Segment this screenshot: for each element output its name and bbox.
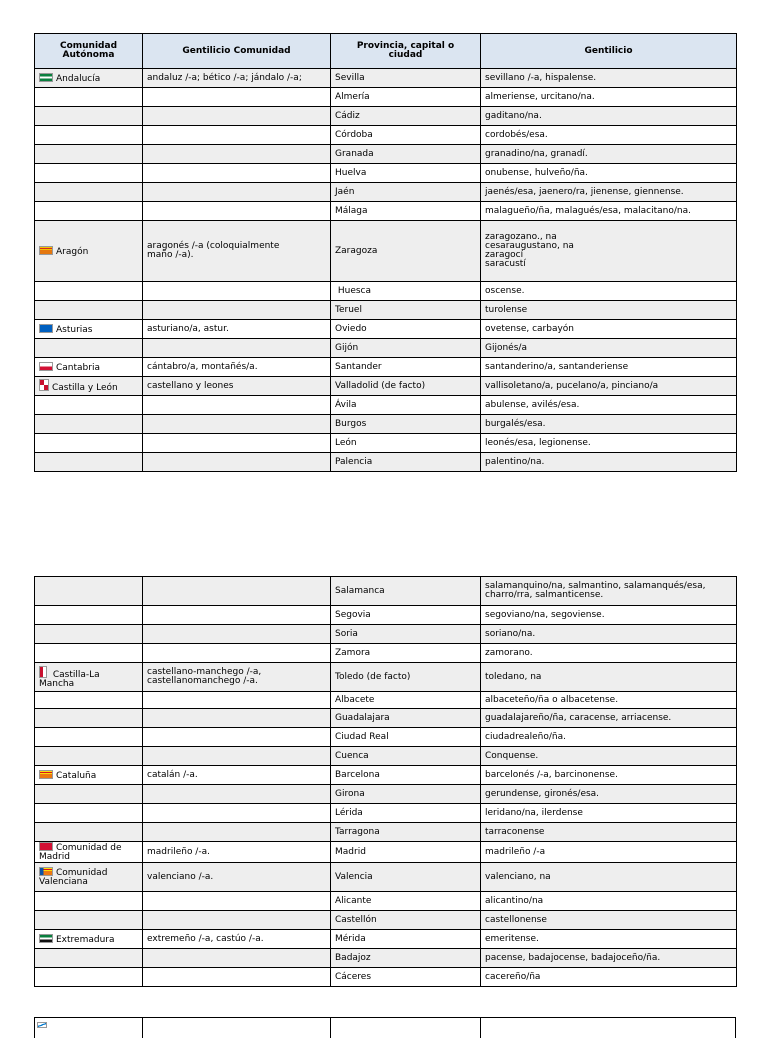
gentilicio-comunidad-cell bbox=[143, 202, 331, 221]
provincia-cell: Málaga bbox=[331, 202, 481, 221]
gentilicio-cell: gaditano/na. bbox=[481, 107, 737, 126]
comunidad-cell bbox=[35, 453, 143, 472]
gentilicio-cell: jaenés/esa, jaenero/ra, jienense, giennense. bbox=[481, 183, 737, 202]
gentilicio-cell: toledano, na bbox=[481, 663, 737, 692]
gentilicio-cell: onubense, hulveño/ña. bbox=[481, 164, 737, 183]
comunidad-cell: Andalucía bbox=[35, 69, 143, 88]
provincia-cell: Valladolid (de facto) bbox=[331, 377, 481, 396]
table-row bbox=[35, 577, 737, 606]
table-row bbox=[35, 107, 737, 126]
comunidad-cell: Castilla y León bbox=[35, 377, 143, 396]
comunidad-cell bbox=[35, 823, 143, 842]
table-row bbox=[35, 692, 737, 709]
gentilicio-comunidad-cell bbox=[143, 785, 331, 804]
comunidad-cell bbox=[35, 709, 143, 728]
provincia-cell: Lérida bbox=[331, 804, 481, 823]
provincia-cell: Mérida bbox=[331, 930, 481, 949]
gentilicio-comunidad-cell bbox=[143, 126, 331, 145]
comunidad-cell bbox=[35, 949, 143, 968]
table-row bbox=[35, 358, 737, 377]
table-row bbox=[35, 164, 737, 183]
gentilicio-cell: leonés/esa, legionense. bbox=[481, 434, 737, 453]
gentilicio-cell: ciudadrealeño/ña. bbox=[481, 728, 737, 747]
gentilicio-comunidad-cell bbox=[143, 911, 331, 930]
comunidad-cell: Comunidad Valenciana bbox=[35, 863, 143, 892]
header-gentilicio: Gentilicio bbox=[481, 34, 737, 69]
provincia-cell: Ávila bbox=[331, 396, 481, 415]
comunidad-cell bbox=[35, 577, 143, 606]
madrid-flag-icon bbox=[39, 842, 53, 851]
gentilicio-cell: oscense. bbox=[481, 282, 737, 301]
table-row bbox=[35, 804, 737, 823]
comunidad-cell bbox=[35, 301, 143, 320]
gentilicio-cell: palentino/na. bbox=[481, 453, 737, 472]
gentilicio-comunidad-cell bbox=[143, 415, 331, 434]
provincia-cell: Jaén bbox=[331, 183, 481, 202]
provincia-cell: Palencia bbox=[331, 453, 481, 472]
gentilicio-cell: malagueño/ña, malagués/esa, malacitano/na. bbox=[481, 202, 737, 221]
next-table-row-peek bbox=[34, 1017, 736, 1038]
gentilicio-comunidad-cell bbox=[143, 339, 331, 358]
comunidad-cell bbox=[35, 339, 143, 358]
gentilicio-comunidad-cell bbox=[143, 88, 331, 107]
gentilicio-cell: castellonense bbox=[481, 911, 737, 930]
gentilicio-comunidad-cell: andaluz /-a; bético /-a; jándalo /-a; bbox=[143, 69, 331, 88]
gentilicio-comunidad-cell bbox=[143, 145, 331, 164]
gentilicio-cell: leridano/na, ilerdense bbox=[481, 804, 737, 823]
gentilicio-cell: turolense bbox=[481, 301, 737, 320]
gentilicio-comunidad-cell: extremeño /-a, castúo /-a. bbox=[143, 930, 331, 949]
gentilicio-comunidad-cell bbox=[143, 804, 331, 823]
cataluna-flag-icon bbox=[39, 770, 53, 779]
table-row bbox=[35, 747, 737, 766]
table-row bbox=[35, 320, 737, 339]
gentilicio-cell: guadalajareño/ña, caracense, arriacense. bbox=[481, 709, 737, 728]
provincia-cell: Córdoba bbox=[331, 126, 481, 145]
valencia-flag-icon bbox=[39, 867, 53, 876]
table-row bbox=[35, 644, 737, 663]
gentilicio-cell: cacereño/ña bbox=[481, 968, 737, 987]
table-row bbox=[35, 69, 737, 88]
provincia-cell: Santander bbox=[331, 358, 481, 377]
provincia-cell: Granada bbox=[331, 145, 481, 164]
gentilicio-comunidad-cell bbox=[143, 823, 331, 842]
provincia-cell: Huelva bbox=[331, 164, 481, 183]
table-row bbox=[35, 396, 737, 415]
gentilicio-comunidad-cell: castellano y leones bbox=[143, 377, 331, 396]
provincia-cell: Albacete bbox=[331, 692, 481, 709]
comunidad-cell bbox=[35, 126, 143, 145]
gentilicio-comunidad-cell: asturiano/a, astur. bbox=[143, 320, 331, 339]
comunidad-cell: Cantabria bbox=[35, 358, 143, 377]
gentilicio-comunidad-cell: aragonés /-a (coloquialmente maño /-a). bbox=[143, 221, 331, 282]
gentilicio-cell: vallisoletano/a, pucelano/a, pinciano/a bbox=[481, 377, 737, 396]
table-row bbox=[35, 823, 737, 842]
gentilicio-cell: salamanquino/na, salmantino, salamanqués/esa, charro/rra, salmanticense. bbox=[481, 577, 737, 606]
aragon-flag-icon bbox=[39, 246, 53, 255]
provincia-cell: Zamora bbox=[331, 644, 481, 663]
table-row bbox=[35, 126, 737, 145]
castilla-la-mancha-flag-icon bbox=[39, 666, 47, 678]
table-row bbox=[35, 301, 737, 320]
comunidad-cell bbox=[35, 728, 143, 747]
table-row bbox=[35, 377, 737, 396]
gentilicio-cell: Conquense. bbox=[481, 747, 737, 766]
gentilicio-comunidad-cell bbox=[143, 453, 331, 472]
provincia-cell: Huesca bbox=[331, 282, 481, 301]
table-row bbox=[35, 145, 737, 164]
gentilicio-comunidad-cell bbox=[143, 606, 331, 625]
table-row bbox=[35, 663, 737, 692]
provincia-cell: Salamanca bbox=[331, 577, 481, 606]
gentilicios-table-1 bbox=[34, 33, 737, 472]
gentilicio-cell: gerundense, gironés/esa. bbox=[481, 785, 737, 804]
comunidad-cell bbox=[35, 183, 143, 202]
comunidad-cell bbox=[35, 164, 143, 183]
comunidad-cell bbox=[35, 434, 143, 453]
gentilicio-comunidad-cell: cántabro/a, montañés/a. bbox=[143, 358, 331, 377]
asturias-flag-icon bbox=[39, 324, 53, 333]
gentilicio-cell: segoviano/na, segoviense. bbox=[481, 606, 737, 625]
comunidad-cell: Cataluña bbox=[35, 766, 143, 785]
table-row bbox=[35, 453, 737, 472]
provincia-cell: León bbox=[331, 434, 481, 453]
gentilicio-cell: alicantino/na bbox=[481, 892, 737, 911]
table-row bbox=[35, 842, 737, 863]
gentilicio-cell: ovetense, carbayón bbox=[481, 320, 737, 339]
table-row bbox=[35, 221, 737, 282]
provincia-cell: Girona bbox=[331, 785, 481, 804]
provincia-cell: Guadalajara bbox=[331, 709, 481, 728]
andalucia-flag-icon bbox=[39, 73, 53, 82]
table-row bbox=[35, 785, 737, 804]
table-row bbox=[35, 728, 737, 747]
comunidad-cell bbox=[35, 145, 143, 164]
gentilicio-comunidad-cell bbox=[143, 692, 331, 709]
comunidad-cell bbox=[35, 968, 143, 987]
gentilicio-comunidad-cell bbox=[143, 949, 331, 968]
table-row bbox=[35, 968, 737, 987]
comunidad-cell bbox=[35, 202, 143, 221]
extremadura-flag-icon bbox=[39, 934, 53, 943]
table-row bbox=[35, 911, 737, 930]
table-row bbox=[35, 415, 737, 434]
gentilicio-comunidad-cell bbox=[143, 644, 331, 663]
table-row bbox=[35, 434, 737, 453]
comunidad-cell bbox=[35, 282, 143, 301]
header-comunidad: Comunidad Autónoma bbox=[35, 34, 143, 69]
table-row bbox=[35, 606, 737, 625]
table-row bbox=[35, 625, 737, 644]
table-row bbox=[35, 949, 737, 968]
gentilicio-cell: emeritense. bbox=[481, 930, 737, 949]
gentilicio-cell: granadino/na, granadí. bbox=[481, 145, 737, 164]
comunidad-cell bbox=[35, 911, 143, 930]
table-row bbox=[35, 766, 737, 785]
gentilicio-comunidad-cell bbox=[143, 747, 331, 766]
provincia-cell: Zaragoza bbox=[331, 221, 481, 282]
provincia-cell: Ciudad Real bbox=[331, 728, 481, 747]
comunidad-cell: Castilla-La Mancha bbox=[35, 663, 143, 692]
comunidad-cell bbox=[35, 804, 143, 823]
gentilicio-comunidad-cell bbox=[143, 968, 331, 987]
gentilicio-comunidad-cell: castellano-manchego /-a, castellanomanchego /-a. bbox=[143, 663, 331, 692]
provincia-cell: Oviedo bbox=[331, 320, 481, 339]
table-row bbox=[35, 282, 737, 301]
comunidad-cell bbox=[35, 785, 143, 804]
table-header-row bbox=[35, 34, 737, 69]
comunidad-cell: Asturias bbox=[35, 320, 143, 339]
provincia-cell: Badajoz bbox=[331, 949, 481, 968]
provincia-cell: Burgos bbox=[331, 415, 481, 434]
gentilicio-cell: abulense, avilés/esa. bbox=[481, 396, 737, 415]
gentilicio-comunidad-cell bbox=[143, 183, 331, 202]
gentilicio-comunidad-cell bbox=[143, 301, 331, 320]
comunidad-cell bbox=[35, 606, 143, 625]
header-provincia: Provincia, capital o ciudad bbox=[331, 34, 481, 69]
table-row bbox=[35, 709, 737, 728]
table-row bbox=[35, 183, 737, 202]
gentilicio-cell: madrileño /-a bbox=[481, 842, 737, 863]
provincia-cell: Cáceres bbox=[331, 968, 481, 987]
provincia-cell: Cuenca bbox=[331, 747, 481, 766]
comunidad-cell bbox=[35, 892, 143, 911]
gentilicio-cell: Gijonés/a bbox=[481, 339, 737, 358]
provincia-cell: Cádiz bbox=[331, 107, 481, 126]
gentilicio-comunidad-cell bbox=[143, 625, 331, 644]
gentilicio-cell: albaceteño/ña o albacetense. bbox=[481, 692, 737, 709]
comunidad-cell bbox=[35, 747, 143, 766]
gentilicio-comunidad-cell bbox=[143, 709, 331, 728]
header-gentilicio-comunidad: Gentilicio Comunidad bbox=[143, 34, 331, 69]
gentilicio-comunidad-cell: catalán /-a. bbox=[143, 766, 331, 785]
comunidad-cell bbox=[35, 692, 143, 709]
gentilicio-comunidad-cell: valenciano /-a. bbox=[143, 863, 331, 892]
provincia-cell: Castellón bbox=[331, 911, 481, 930]
gentilicio-comunidad-cell bbox=[143, 577, 331, 606]
gentilicio-cell: zaragozano., na cesaraugustano, na zaragocí saracustí bbox=[481, 221, 737, 282]
provincia-cell: Sevilla bbox=[331, 69, 481, 88]
gentilicio-comunidad-cell bbox=[143, 892, 331, 911]
gentilicio-cell: sevillano /-a, hispalense. bbox=[481, 69, 737, 88]
gentilicio-cell: soriano/na. bbox=[481, 625, 737, 644]
gentilicio-cell: tarraconense bbox=[481, 823, 737, 842]
gentilicio-comunidad-cell bbox=[143, 282, 331, 301]
provincia-cell: Madrid bbox=[331, 842, 481, 863]
comunidad-cell bbox=[35, 396, 143, 415]
gentilicio-cell: cordobés/esa. bbox=[481, 126, 737, 145]
gentilicio-cell: pacense, badajocense, badajoceño/ña. bbox=[481, 949, 737, 968]
gentilicio-comunidad-cell bbox=[143, 434, 331, 453]
table-row bbox=[35, 892, 737, 911]
provincia-cell: Valencia bbox=[331, 863, 481, 892]
galicia-flag-icon bbox=[37, 1022, 47, 1028]
comunidad-cell bbox=[35, 107, 143, 126]
comunidad-cell bbox=[35, 625, 143, 644]
gentilicio-comunidad-cell bbox=[143, 107, 331, 126]
provincia-cell: Alicante bbox=[331, 892, 481, 911]
gentilicio-cell: barcelonés /-a, barcinonense. bbox=[481, 766, 737, 785]
gentilicio-cell: burgalés/esa. bbox=[481, 415, 737, 434]
table-row bbox=[35, 88, 737, 107]
gentilicio-cell: zamorano. bbox=[481, 644, 737, 663]
provincia-cell: Soria bbox=[331, 625, 481, 644]
gentilicio-comunidad-cell: madrileño /-a. bbox=[143, 842, 331, 863]
table-row bbox=[35, 930, 737, 949]
comunidad-cell: Comunidad de Madrid bbox=[35, 842, 143, 863]
provincia-cell: Segovia bbox=[331, 606, 481, 625]
provincia-cell: Gijón bbox=[331, 339, 481, 358]
cantabria-flag-icon bbox=[39, 362, 53, 371]
table-row bbox=[35, 863, 737, 892]
comunidad-cell: Aragón bbox=[35, 221, 143, 282]
provincia-cell: Toledo (de facto) bbox=[331, 663, 481, 692]
provincia-cell: Tarragona bbox=[331, 823, 481, 842]
gentilicio-comunidad-cell bbox=[143, 396, 331, 415]
comunidad-cell bbox=[35, 415, 143, 434]
castilla-leon-flag-icon bbox=[39, 379, 49, 391]
gentilicio-comunidad-cell bbox=[143, 164, 331, 183]
comunidad-cell bbox=[35, 88, 143, 107]
table-row bbox=[35, 202, 737, 221]
provincia-cell: Almería bbox=[331, 88, 481, 107]
gentilicio-cell: almeriense, urcitano/na. bbox=[481, 88, 737, 107]
provincia-cell: Barcelona bbox=[331, 766, 481, 785]
comunidad-cell bbox=[35, 644, 143, 663]
comunidad-cell: Extremadura bbox=[35, 930, 143, 949]
gentilicio-cell: valenciano, na bbox=[481, 863, 737, 892]
gentilicio-cell: santanderino/a, santanderiense bbox=[481, 358, 737, 377]
table-row bbox=[35, 339, 737, 358]
gentilicio-comunidad-cell bbox=[143, 728, 331, 747]
gentilicios-table-2 bbox=[34, 576, 737, 987]
provincia-cell: Teruel bbox=[331, 301, 481, 320]
